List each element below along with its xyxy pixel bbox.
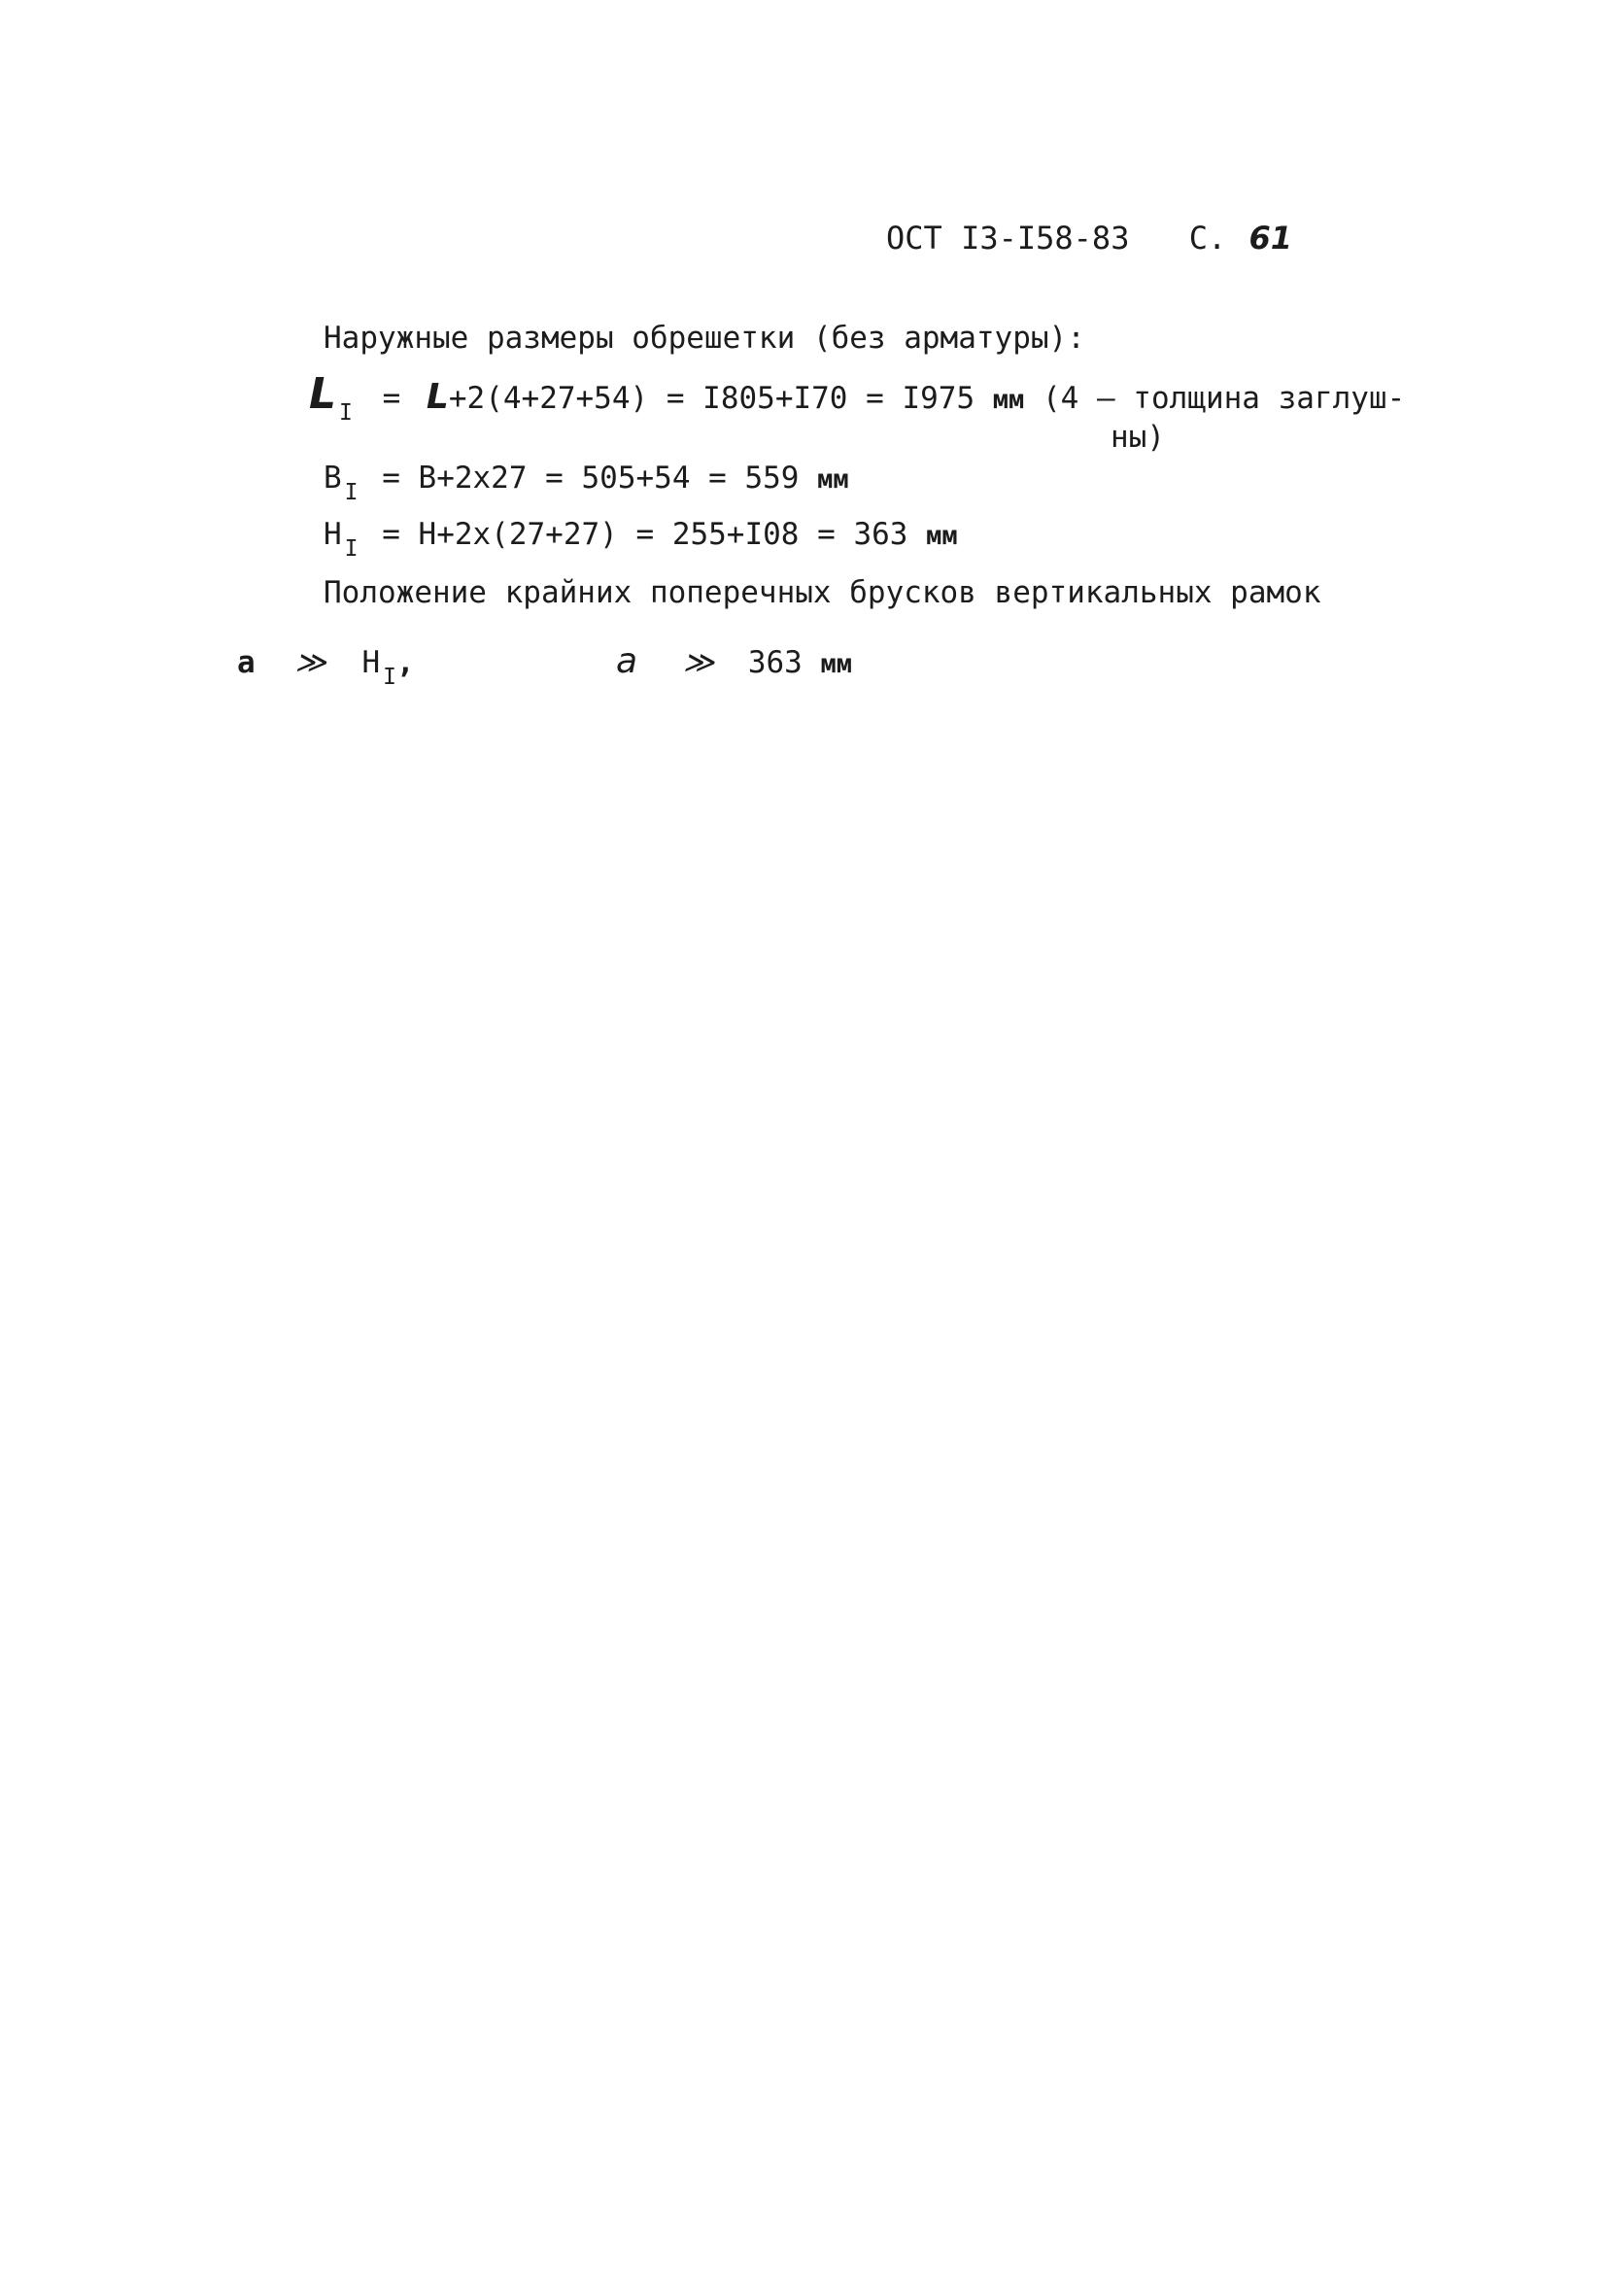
l-symbol: L (309, 369, 337, 419)
position-text: Положение крайних поперечных брусков вертикальных рамок (324, 575, 1321, 610)
b-unit: мм (817, 464, 849, 495)
intro-text: Наружные размеры обрешетки (без арматуры): (324, 321, 1085, 356)
equation-h (324, 517, 958, 562)
h-subscript: I (344, 536, 359, 562)
h-symbol: H (324, 517, 342, 552)
cond1-comma: , (396, 645, 415, 680)
condition-2 (616, 641, 852, 681)
b-rest: = B+2x27 = 505+54 = 559 (382, 461, 800, 496)
equation-b (324, 461, 849, 505)
cond2-value: 363 (747, 645, 803, 680)
l-symbol-2: L (426, 377, 449, 417)
b-subscript: I (344, 480, 359, 505)
l-unit: мм (992, 385, 1025, 415)
h-unit: мм (926, 521, 958, 551)
page-prefix: С. (1188, 220, 1227, 257)
equation-l-note-cont: ны) (1111, 420, 1165, 455)
cond1-subscript: I (383, 665, 396, 690)
cond2-var: a (616, 641, 638, 681)
b-symbol: B (324, 461, 342, 496)
cond1-var: a (237, 645, 256, 680)
l-note: (4 – толщина заглуш- (1042, 381, 1406, 416)
l-eq-sign: = (382, 381, 401, 416)
cond2-unit: мм (820, 649, 853, 679)
cond1-symbol: H (361, 645, 381, 680)
document-code (886, 220, 1292, 257)
equation-l (309, 369, 1406, 426)
doc-code-text: ОСТ I3-I58-83 (886, 220, 1130, 257)
page-number: 61 (1248, 220, 1293, 257)
l-rest: +2(4+27+54) = I805+I70 = I975 (448, 381, 975, 416)
l-subscript: I (339, 400, 353, 426)
cond1-operator: ≫ (294, 645, 326, 680)
cond2-operator: ≫ (682, 645, 715, 680)
condition-1 (237, 645, 415, 690)
h-rest: = H+2x(27+27) = 255+I08 = 363 (382, 517, 908, 552)
